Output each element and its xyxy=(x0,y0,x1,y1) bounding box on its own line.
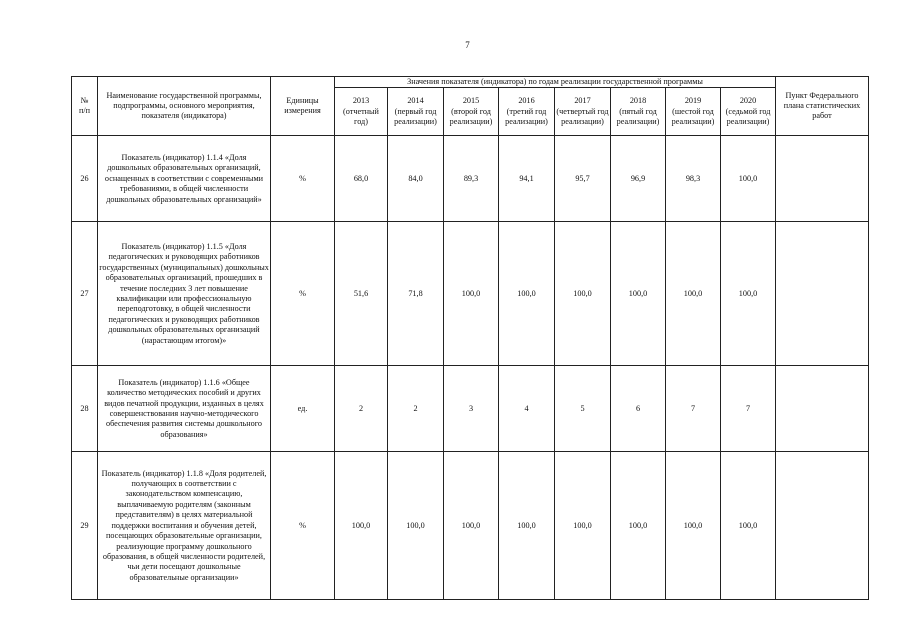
row-value-2015: 100,0 xyxy=(444,222,499,366)
row-value-2013: 2 xyxy=(335,366,388,452)
row-value-2016: 100,0 xyxy=(499,222,555,366)
row-value-2018: 96,9 xyxy=(611,136,666,222)
page-number: 7 xyxy=(465,40,470,50)
table-row xyxy=(72,452,869,600)
row-value-2015: 100,0 xyxy=(444,452,499,600)
row-value-2020: 100,0 xyxy=(721,136,776,222)
row-value-2018: 100,0 xyxy=(611,222,666,366)
row-value-2017: 5 xyxy=(555,366,611,452)
header-year-label: 2019 xyxy=(684,96,702,106)
table-row xyxy=(72,136,869,222)
header-year-2019 xyxy=(666,88,721,136)
row-unit: % xyxy=(271,452,335,600)
row-value-2016: 4 xyxy=(499,366,555,452)
header-year-2016 xyxy=(499,88,555,136)
row-value-2019: 100,0 xyxy=(666,222,721,366)
row-plan xyxy=(776,136,869,222)
row-value-2020: 100,0 xyxy=(721,222,776,366)
row-value-2019: 7 xyxy=(666,366,721,452)
header-year-2013 xyxy=(335,88,388,136)
row-value-2018: 100,0 xyxy=(611,452,666,600)
table-row xyxy=(72,366,869,452)
row-value-2014: 2 xyxy=(388,366,444,452)
row-value-2014: 71,8 xyxy=(388,222,444,366)
row-value-2015: 89,3 xyxy=(444,136,499,222)
header-year-label: 2017 xyxy=(574,96,591,106)
row-value-2017: 95,7 xyxy=(555,136,611,222)
header-year-2020 xyxy=(721,88,776,136)
row-value-2014: 100,0 xyxy=(388,452,444,600)
header-unit: Единицы измерения xyxy=(271,77,335,136)
row-value-2019: 100,0 xyxy=(666,452,721,600)
row-value-2013: 68,0 xyxy=(335,136,388,222)
header-year-note: (третий год реализации) xyxy=(505,106,548,127)
header-values-group: Значения показателя (индикатора) по годам реализации государственной программы xyxy=(335,77,776,88)
header-year-2015 xyxy=(444,88,499,136)
header-year-note: (отчетный год) xyxy=(343,106,379,127)
row-unit: % xyxy=(271,136,335,222)
row-value-2017: 100,0 xyxy=(555,222,611,366)
header-year-2014 xyxy=(388,88,444,136)
header-year-2018 xyxy=(611,88,666,136)
header-year-label: 2018 xyxy=(629,96,647,106)
indicators-table xyxy=(71,76,869,600)
row-value-2018: 6 xyxy=(611,366,666,452)
table-row xyxy=(72,222,869,366)
row-num: 28 xyxy=(72,366,98,452)
header-year-label: 2015 xyxy=(462,96,480,106)
row-value-2014: 84,0 xyxy=(388,136,444,222)
header-year-note: (четвертый год реализации) xyxy=(556,106,609,127)
row-plan xyxy=(776,452,869,600)
row-num: 27 xyxy=(72,222,98,366)
row-unit: % xyxy=(271,222,335,366)
header-name: Наименование государственной программы, подпрограммы, основного мероприятия, показателя (индикатора) xyxy=(98,77,271,136)
header-year-label: 2016 xyxy=(518,96,535,106)
row-name: Показатель (индикатор) 1.1.8 «Доля родителей, получающих в соответствии с законодательством компенсацию, выплачиваемую родителям (законным представителям) в целях материальной поддержки воспитания и обучения детей, посещающих образовательные организации, реализующие программу дошкольного образования, в общей численности родителей, чьи дети посещают дошкольные образовательные организации» xyxy=(98,452,271,600)
row-name: Показатель (индикатор) 1.1.6 «Общее количество методических пособий и других видов печатной продукции, изданных в целях совершенствования научно-методического обеспечения развития системы дошкольного образования» xyxy=(98,366,271,452)
row-value-2020: 7 xyxy=(721,366,776,452)
row-num: 26 xyxy=(72,136,98,222)
row-value-2013: 51,6 xyxy=(335,222,388,366)
row-value-2015: 3 xyxy=(444,366,499,452)
header-year-note: (второй год реализации) xyxy=(449,106,493,127)
header-year-note: (седьмой год реализации) xyxy=(725,106,771,127)
row-unit: ед. xyxy=(271,366,335,452)
header-year-2017 xyxy=(555,88,611,136)
row-value-2017: 100,0 xyxy=(555,452,611,600)
header-year-label: 2013 xyxy=(352,96,370,106)
table-body xyxy=(72,136,869,600)
row-plan xyxy=(776,222,869,366)
table-header xyxy=(72,77,869,136)
row-name: Показатель (индикатор) 1.1.5 «Доля педагогических и руководящих работников государственных (муниципальных) дошкольных образовательных организаций, прошедших в течение последних 3 лет повышение квалификации или профессиональную переподготовку, в общей численности педагогических и руководящих работников дошкольных образовательных организаций (нарастающим итогом)» xyxy=(98,222,271,366)
row-value-2016: 100,0 xyxy=(499,452,555,600)
header-year-label: 2014 xyxy=(407,96,424,106)
row-num: 29 xyxy=(72,452,98,600)
header-num: № п/п xyxy=(72,77,98,136)
row-value-2016: 94,1 xyxy=(499,136,555,222)
header-year-note: (пятый год реализации) xyxy=(616,106,660,127)
row-plan xyxy=(776,366,869,452)
header-plan: Пункт Федерального плана статистических работ xyxy=(776,77,869,136)
row-value-2019: 98,3 xyxy=(666,136,721,222)
row-name: Показатель (индикатор) 1.1.4 «Доля дошкольных образовательных организаций, оснащенных в соответствии с современными требованиями, в общей численности дошкольных образовательных организаций» xyxy=(98,136,271,222)
header-year-note: (первый год реализации) xyxy=(394,106,437,127)
header-year-label: 2020 xyxy=(739,96,757,106)
row-value-2020: 100,0 xyxy=(721,452,776,600)
header-year-note: (шестой год реализации) xyxy=(671,106,715,127)
row-value-2013: 100,0 xyxy=(335,452,388,600)
